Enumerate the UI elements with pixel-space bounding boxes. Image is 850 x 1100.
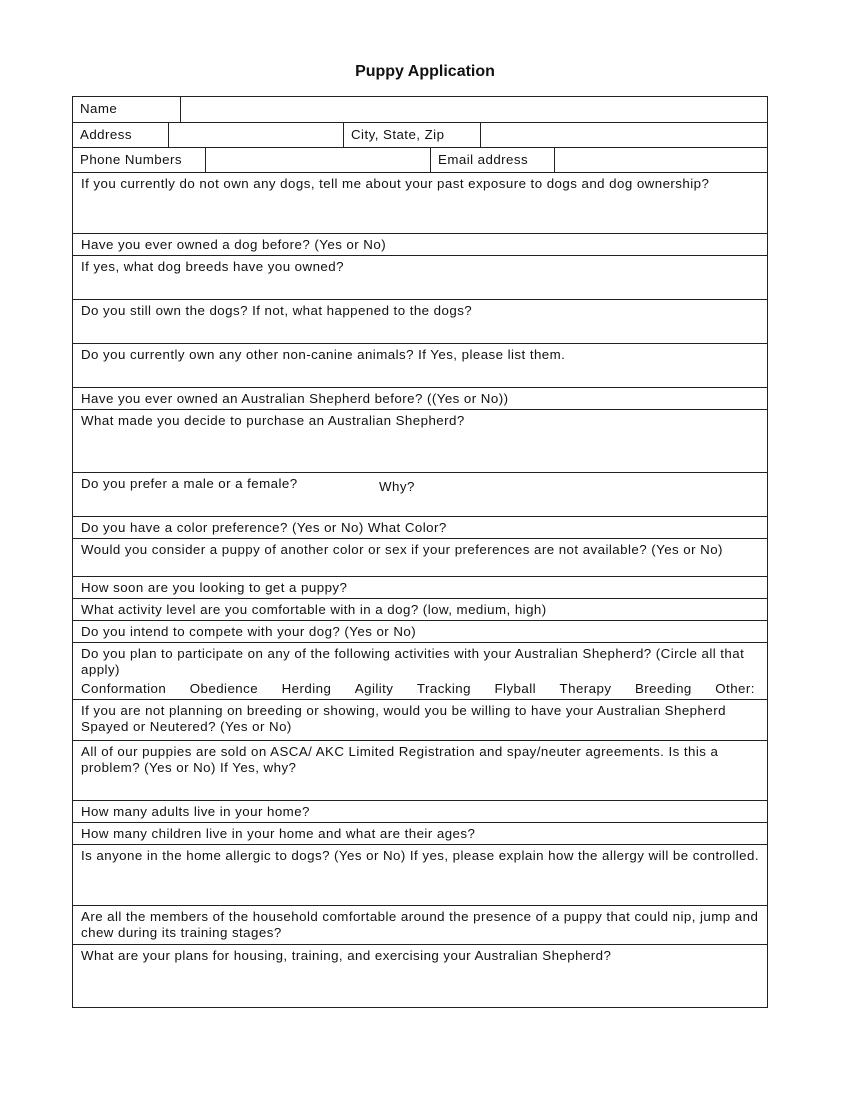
past-exposure-question: If you currently do not own any dogs, tell me about your past exposure to dogs and dog ownership? [81,176,710,191]
city-state-zip-label: City, State, Zip [344,123,481,147]
activity-option[interactable]: Flyball [494,681,537,696]
other-animals-question: Do you currently own any other non-canine animals? If Yes, please list them. [81,347,566,362]
question-row[interactable] [73,516,767,538]
activity-level-question: What activity level are you comfortable with in a dog? (low, medium, high) [81,602,547,617]
still-own-question: Do you still own the dogs? If not, what happened to the dogs? [81,303,473,318]
question-row[interactable] [73,233,767,255]
sex-why-label: Why? [379,479,415,494]
question-row[interactable] [73,740,767,800]
question-row[interactable] [73,642,767,699]
question-row[interactable] [73,905,767,944]
email-label: Email address [431,148,555,172]
activity-option[interactable]: Tracking [416,681,471,696]
question-row[interactable] [73,255,767,299]
city-state-zip-field[interactable] [481,123,767,147]
activity-option[interactable]: Therapy [559,681,612,696]
question-row[interactable] [73,800,767,822]
question-row[interactable] [73,409,767,472]
sex-preference-question: Do you prefer a male or a female? [81,476,298,491]
question-row[interactable] [73,576,767,598]
plans-question: What are your plans for housing, training, and exercising your Australian Shepherd? [81,948,612,963]
question-row[interactable] [73,538,767,576]
activity-option[interactable]: Herding [281,681,332,696]
question-row[interactable] [73,343,767,387]
page-title: Puppy Application [355,63,495,80]
name-label: Name [73,97,181,122]
activity-option[interactable]: Obedience [189,681,259,696]
phone-label: Phone Numbers [73,148,206,172]
activity-option[interactable]: Agility [354,681,394,696]
question-row[interactable] [73,598,767,620]
other-color-question: Would you consider a puppy of another color or sex if your preferences are not available? (Yes or No) [81,542,723,557]
activities-text: Do you plan to participate on any of the following activities with your Australian Shepherd? (Circle all that apply) [81,646,745,677]
address-row [73,122,767,147]
name-row [73,97,767,122]
breeds-question: If yes, what dog breeds have you owned? [81,259,344,274]
aussie-before-question: Have you ever owned an Australian Shepherd before? ((Yes or No)) [81,391,509,406]
address-field[interactable] [169,123,344,147]
activity-options [81,681,759,697]
household-comfortable-question: Are all the members of the household comfortable around the presence of a puppy that could nip, jump and chew during its training stages? [81,909,759,940]
question-row[interactable] [73,844,767,905]
question-row[interactable] [73,699,767,740]
question-row[interactable] [73,472,767,516]
why-aussie-question: What made you decide to purchase an Australian Shepherd? [81,413,465,428]
compete-question: Do you intend to compete with your dog? (Yes or No) [81,624,417,639]
activity-option[interactable]: Other: [715,681,755,696]
how-soon-question: How soon are you looking to get a puppy? [81,580,348,595]
question-row[interactable] [73,387,767,409]
question-row[interactable] [73,299,767,343]
application-form [72,96,768,1008]
question-row[interactable] [73,944,767,1007]
phone-field[interactable] [206,148,431,172]
color-preference-question: Do you have a color preference? (Yes or No) What Color? [81,520,447,535]
children-question: How many children live in your home and what are their ages? [81,826,476,841]
adults-question: How many adults live in your home? [81,804,310,819]
phone-row [73,147,767,172]
activity-option[interactable]: Conformation [81,681,167,696]
name-field[interactable] [181,97,767,122]
question-row[interactable] [73,620,767,642]
activities-question [73,643,767,697]
question-row[interactable] [73,822,767,844]
address-label: Address [73,123,169,147]
spay-neuter-question: If you are not planning on breeding or showing, would you be willing to have your Australian Shepherd Spayed or Neutered? (Yes or No) [81,703,726,734]
email-field[interactable] [555,148,767,172]
owned-before-question: Have you ever owned a dog before? (Yes or No) [81,237,387,252]
allergic-question: Is anyone in the home allergic to dogs? (Yes or No) If yes, please explain how the allergy will be controlled. [81,848,760,863]
activity-option[interactable]: Breeding [634,681,692,696]
question-row[interactable] [73,172,767,233]
limited-registration-question: All of our puppies are sold on ASCA/ AKC Limited Registration and spay/neuter agreements. Is this a problem? (Yes or No) If Yes, why? [81,744,719,775]
